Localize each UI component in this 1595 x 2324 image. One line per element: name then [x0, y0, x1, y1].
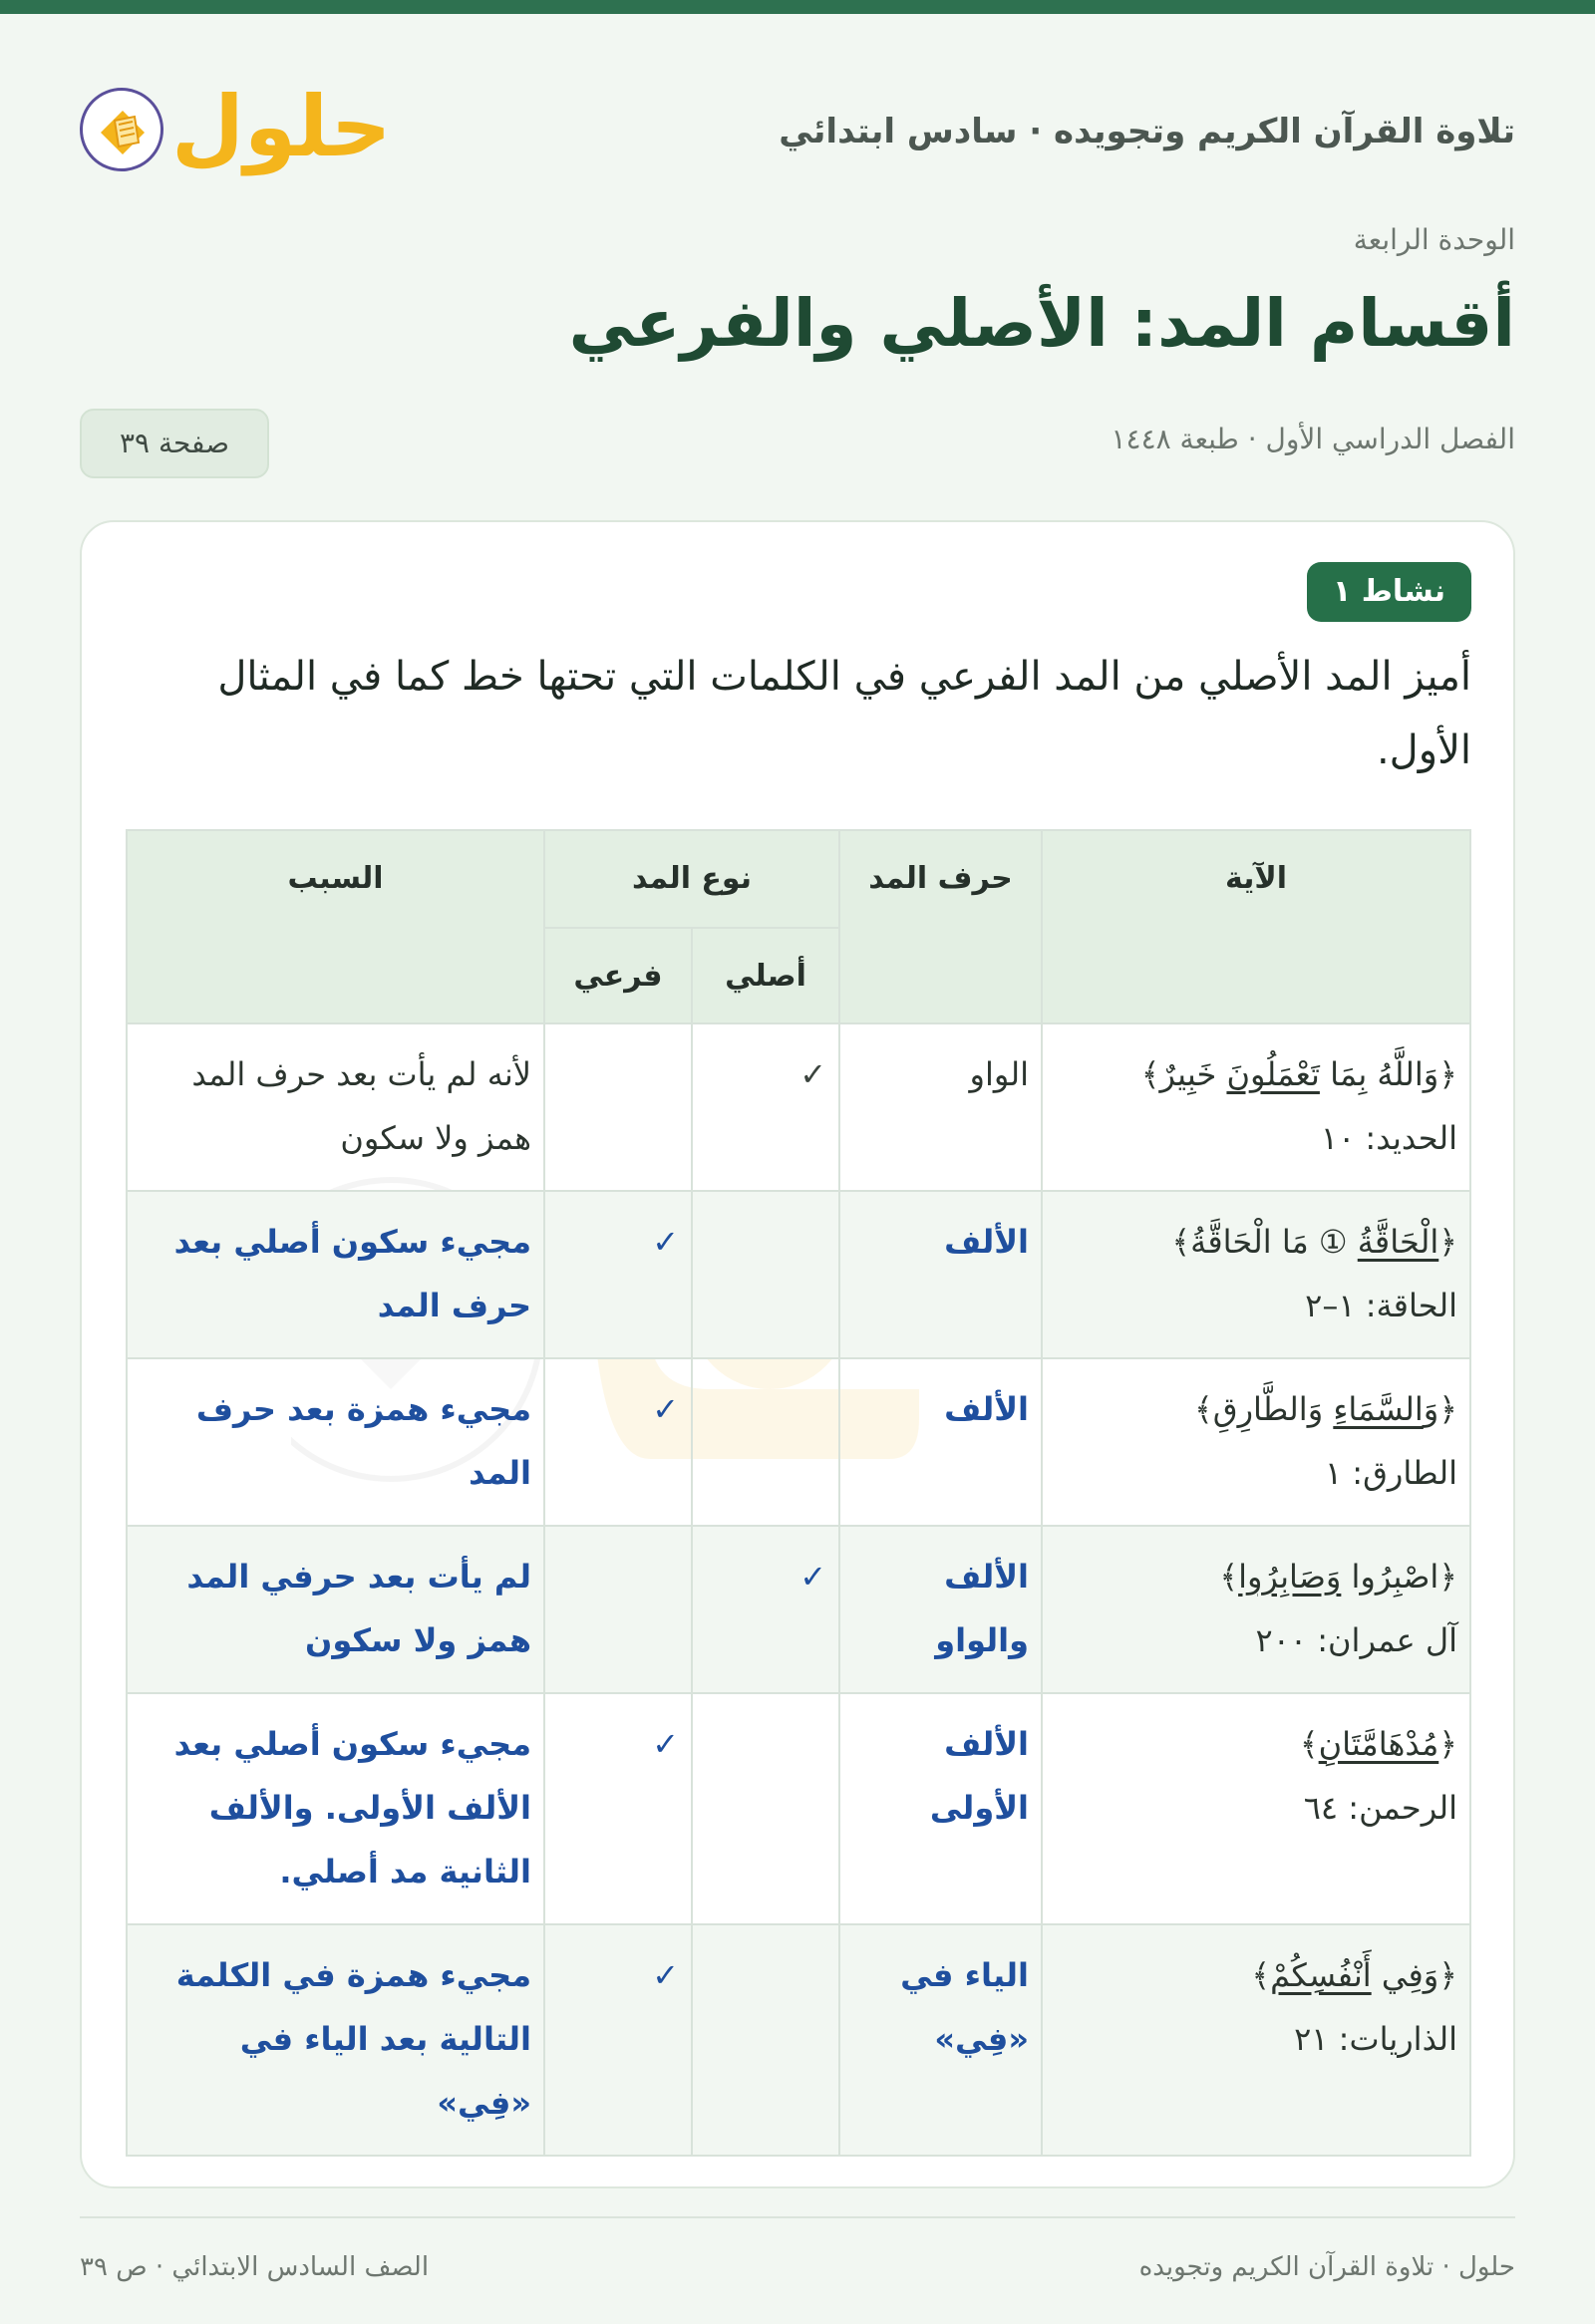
surah-reference: الحديد: ١٠	[1320, 1119, 1457, 1157]
unit-label: الوحدة الرابعة	[1353, 223, 1515, 256]
ayah-text: ﴿	[1438, 1725, 1457, 1763]
book-seal-icon	[80, 88, 163, 171]
ayah-text: ﴿وَاللَّهُ بِمَا	[1319, 1055, 1457, 1093]
underlined-word: الْحَاقَّةُ	[1357, 1223, 1439, 1261]
ayah-cell	[1042, 1693, 1470, 1924]
header-madd-letter: حرف المد	[839, 830, 1042, 1023]
madd-letter-cell: الواو	[839, 1023, 1042, 1191]
ayah-text: وَالطَّارِقِ﴾	[1194, 1390, 1334, 1428]
activity-badge: نشاط ١	[1307, 562, 1471, 622]
ayah-cell	[1042, 1924, 1470, 2156]
madd-letter-cell: الألف الأولى	[839, 1693, 1042, 1924]
reason-cell: لم يأت بعد حرفي المد همز ولا سكون	[127, 1526, 544, 1693]
surah-reference: آل عمران: ٢٠٠	[1255, 1621, 1457, 1659]
madd-letter-cell: الألف	[839, 1191, 1042, 1358]
header-original: أصلي	[692, 928, 839, 1023]
ayah-cell	[1042, 1023, 1470, 1191]
footer-book: حلول · تلاوة القرآن الكريم وتجويده	[1138, 2252, 1515, 2282]
original-check-cell	[692, 1191, 839, 1358]
branch-check-cell: ✓	[544, 1191, 692, 1358]
original-check-cell: ✓	[692, 1023, 839, 1191]
page-header	[80, 72, 1515, 181]
ayah-text: ﴿وَ	[1423, 1390, 1457, 1428]
page	[80, 14, 1515, 2324]
ayah-text: ﴿اصْبِرُوا	[1341, 1558, 1457, 1596]
lesson-title: أقسام المد: الأصلي والفرعي	[568, 285, 1515, 362]
footer-page: الصف السادس الابتدائي · ص ٣٩	[80, 2252, 430, 2282]
page-number-chip: صفحة ٣٩	[80, 409, 269, 478]
table-row	[127, 1023, 1470, 1191]
original-check-cell	[692, 1693, 839, 1924]
reason-cell: لأنه لم يأت بعد حرف المد همز ولا سكون	[127, 1023, 544, 1191]
ayah-text: ﴾	[1299, 1725, 1319, 1763]
madd-letter-cell: الألف والواو	[839, 1526, 1042, 1693]
branch-check-cell	[544, 1526, 692, 1693]
reason-cell: مجيء سكون أصلي بعد الألف الأولى. والألف الثانية مد أصلي.	[127, 1693, 544, 1924]
reason-cell: مجيء همزة بعد حرف المد	[127, 1358, 544, 1526]
table-row	[127, 1358, 1470, 1526]
ayah-text: ① مَا الْحَاقَّةُ﴾	[1171, 1223, 1358, 1261]
original-check-cell	[692, 1924, 839, 2156]
branch-check-cell	[544, 1023, 692, 1191]
madd-letter-cell: الياء في «فِي»	[839, 1924, 1042, 2156]
surah-reference: الطارق: ١	[1324, 1454, 1457, 1492]
surah-reference: الذاريات: ٢١	[1294, 2020, 1457, 2058]
term-edition: الفصل الدراسي الأول · طبعة ١٤٤٨	[1111, 423, 1515, 455]
madd-letter-cell: الألف	[839, 1358, 1042, 1526]
logo-wordmark: حلول	[171, 78, 392, 175]
original-check-cell: ✓	[692, 1526, 839, 1693]
ayah-cell	[1042, 1191, 1470, 1358]
ayah-text: خَبِيرٌ﴾	[1140, 1055, 1227, 1093]
madd-table	[126, 829, 1471, 2157]
logo	[80, 72, 392, 181]
header-madd-type: نوع المد	[544, 830, 839, 928]
surah-reference: الحاقة: ١–٢	[1305, 1287, 1457, 1324]
underlined-word: وَصَابِرُوا	[1238, 1558, 1342, 1596]
ayah-text: ﴾	[1251, 1956, 1271, 1994]
underlined-word: السَّمَاءِ	[1333, 1390, 1424, 1428]
reason-cell: مجيء همزة في الكلمة التالية بعد الياء في «فِي»	[127, 1924, 544, 2156]
ayah-cell	[1042, 1526, 1470, 1693]
top-accent-bar	[0, 0, 1595, 14]
table-row	[127, 1191, 1470, 1358]
ayah-cell	[1042, 1358, 1470, 1526]
underlined-word: أَنْفُسِكُمْ	[1270, 1956, 1372, 1994]
ayah-text: ﴾	[1219, 1558, 1239, 1596]
branch-check-cell: ✓	[544, 1693, 692, 1924]
book-title: تلاوة القرآن الكريم وتجويده · سادس ابتدائي	[779, 112, 1515, 151]
table-row	[127, 1924, 1470, 2156]
branch-check-cell: ✓	[544, 1358, 692, 1526]
reason-cell: مجيء سكون أصلي بعد حرف المد	[127, 1191, 544, 1358]
activity-card	[80, 520, 1515, 2188]
activity-instruction: أميز المد الأصلي من المد الفرعي في الكلمات التي تحتها خط كما في المثال الأول.	[217, 654, 1471, 773]
table-row	[127, 1526, 1470, 1693]
branch-check-cell: ✓	[544, 1924, 692, 2156]
header-ayah: الآية	[1042, 830, 1470, 1023]
original-check-cell	[692, 1358, 839, 1526]
footer-divider	[80, 2216, 1515, 2218]
underlined-word: تَعْمَلُونَ	[1226, 1055, 1320, 1093]
ayah-text: ﴿وَفِي	[1371, 1956, 1457, 1994]
surah-reference: الرحمن: ٦٤	[1303, 1789, 1457, 1827]
table-row	[127, 1693, 1470, 1924]
ayah-text: ﴿	[1438, 1223, 1457, 1261]
header-reason: السبب	[127, 830, 544, 1023]
underlined-word: مُدْهَامَّتَانِ	[1318, 1725, 1439, 1763]
header-branch: فرعي	[544, 928, 692, 1023]
